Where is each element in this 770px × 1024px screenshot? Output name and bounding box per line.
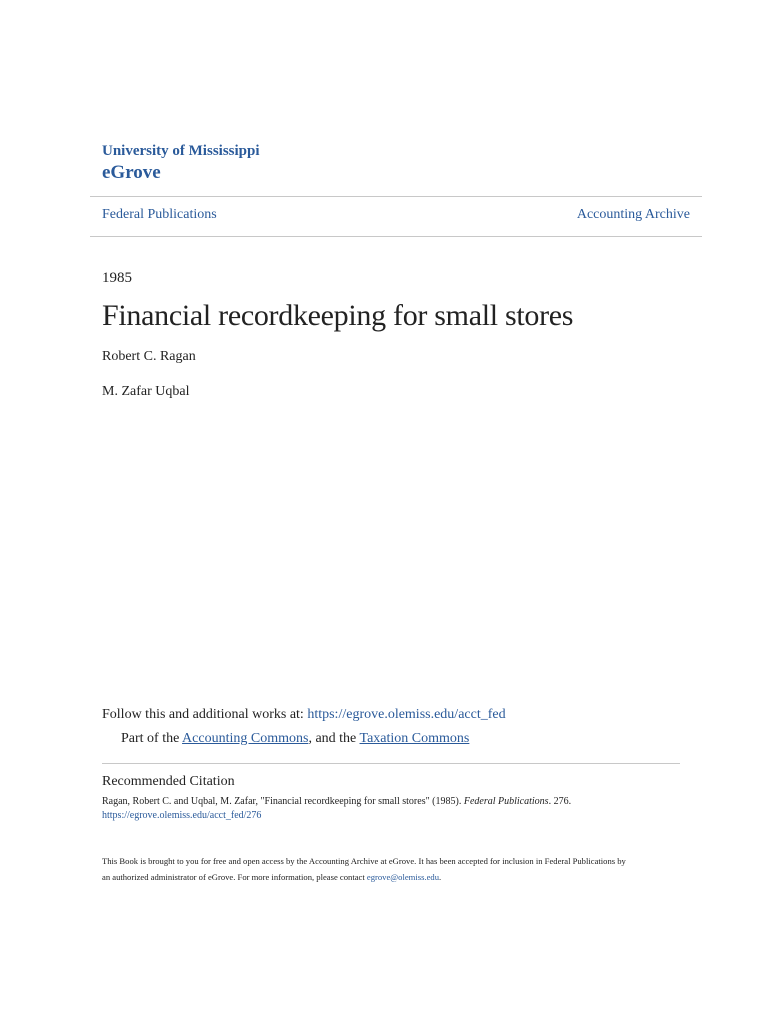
part-of-prefix: Part of the (121, 731, 183, 746)
citation-number: . 276. (548, 796, 572, 807)
notice-prefix: an authorized administrator of eGrove. For more information, please contact (102, 872, 367, 882)
collection-link[interactable]: Federal Publications (102, 207, 217, 222)
document-title: Financial recordkeeping for small stores (102, 299, 574, 332)
contact-email-link[interactable]: egrove@olemiss.edu (366, 872, 440, 882)
follow-prefix: Follow this and additional works at: (102, 707, 308, 722)
institution-name[interactable]: University of Mississippi (102, 143, 260, 159)
citation-url-link[interactable]: https://egrove.olemiss.edu/acct_fed/276 (102, 810, 262, 821)
part-of-line (121, 731, 469, 747)
citation-series: Federal Publications (463, 796, 549, 807)
archive-link[interactable]: Accounting Archive (576, 207, 690, 222)
notice-suffix: . (439, 872, 442, 882)
citation-divider (102, 763, 680, 764)
publication-year: 1985 (102, 270, 132, 286)
top-divider (90, 196, 702, 197)
notice-line-1: This Book is brought to you for free and open access by the Accounting Archive at eGrove. It has been accepted for inclusion in Federal Publications by (102, 856, 626, 866)
header-divider (90, 236, 702, 237)
author-2[interactable]: M. Zafar Uqbal (102, 384, 190, 399)
follow-url-link[interactable]: https://egrove.olemiss.edu/acct_fed (307, 707, 506, 722)
taxation-commons-link[interactable]: Taxation Commons (359, 731, 470, 746)
author-1[interactable]: Robert C. Ragan (102, 349, 196, 364)
citation-text (102, 796, 571, 807)
citation-heading: Recommended Citation (102, 774, 235, 789)
citation-plain: Ragan, Robert C. and Uqbal, M. Zafar, "Financial recordkeeping for small stores" (1985). (102, 796, 464, 807)
notice-line-2 (102, 872, 441, 882)
part-of-mid: , and the (308, 731, 360, 746)
accounting-commons-link[interactable]: Accounting Commons (182, 731, 309, 746)
repository-name[interactable]: eGrove (102, 162, 161, 183)
follow-line (102, 707, 506, 723)
